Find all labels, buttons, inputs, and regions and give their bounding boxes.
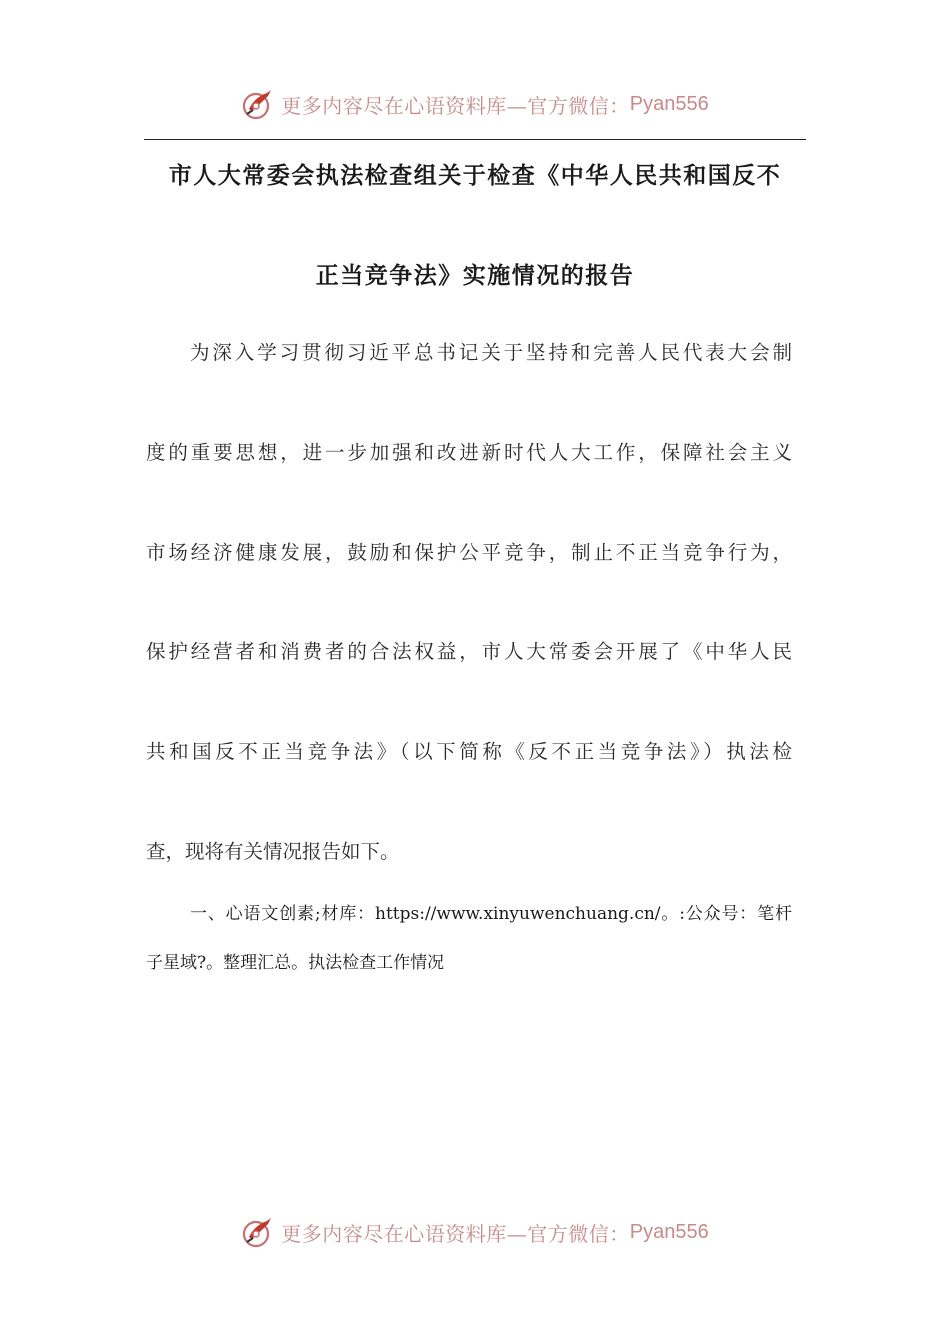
paragraph-line: 度的重要思想，进一步加强和改进新时代人大工作，保障社会主义: [146, 441, 792, 464]
paragraph-line: 共和国反不正当竞争法》（以下简称《反不正当竞争法》）执法检: [146, 740, 792, 763]
section-heading-line-2: 子星域?。整理汇总。执法检查工作情况: [146, 953, 445, 973]
footer-banner: [0, 1210, 950, 1254]
wechat-id: Pyan556: [629, 92, 709, 115]
paragraph-line: 查，现将有关情况报告如下。: [146, 840, 400, 863]
paragraph-line: 保护经营者和消费者的合法权益，市人大常委会开展了《中华人民: [146, 640, 792, 663]
section-heading-line-1: 一、心语文创素;材库：https://www.xinyuwenchuang.cn/。:公众号：笔杆: [190, 904, 792, 924]
header-divider: [144, 139, 806, 140]
paragraph-line: 为深入学习贯彻习近平总书记关于坚持和完善人民代表大会制: [190, 341, 792, 364]
pen-logo-icon: [241, 87, 275, 121]
pen-logo-icon: [241, 1215, 275, 1249]
document-title-line-2: 正当竞争法》实施情况的报告: [315, 263, 635, 289]
document-title-line-1: 市人大常委会执法检查组关于检查《中华人民共和国反不: [168, 163, 782, 189]
banner-text: 更多内容尽在心语资料库—官方微信：: [281, 1221, 630, 1246]
banner-text: 更多内容尽在心语资料库—官方微信：: [281, 93, 630, 118]
header-banner: [0, 82, 950, 126]
paragraph-line: 市场经济健康发展，鼓励和保护公平竞争，制止不正当竞争行为，: [146, 541, 792, 564]
wechat-id: Pyan556: [629, 1220, 709, 1243]
